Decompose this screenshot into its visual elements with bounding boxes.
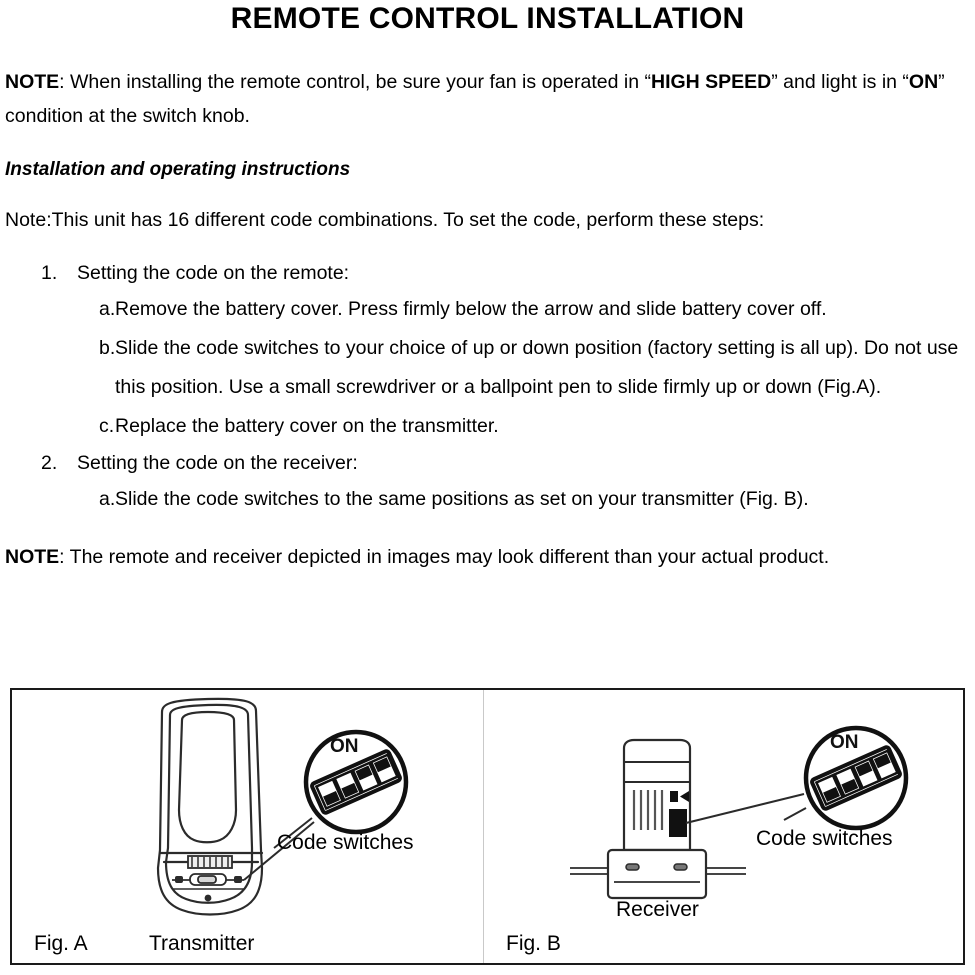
instruction-steps-list: [5, 256, 970, 519]
substep-text-2a: Slide the code switches to the same positions as set on your transmitter (Fig. B).: [115, 487, 809, 510]
figure-a-tag: Fig. A: [34, 932, 88, 955]
substep-letter-1a: a.: [99, 297, 116, 320]
code-combinations-note: Note:This unit has 16 different code combinations. To set the code, perform these steps:: [5, 209, 765, 231]
magnifier-on-label-a: ON: [330, 736, 359, 757]
magnifier-on-label-b: ON: [830, 732, 859, 753]
figure-b: [484, 690, 967, 963]
note-top-emphasis-high-speed: HIGH SPEED: [650, 71, 772, 93]
substep-letter-2a: a.: [99, 487, 116, 510]
step-item-2: [5, 446, 970, 519]
note-top-text-2: ” and light is in “: [771, 71, 909, 93]
page-title: REMOTE CONTROL INSTALLATION: [230, 2, 745, 35]
note-bottom-paragraph: [5, 541, 970, 573]
substep-item-2a: [77, 480, 970, 519]
step-number-1: 1.: [41, 261, 58, 284]
note-top-paragraph: [5, 65, 970, 133]
step-number-2: 2.: [41, 451, 58, 474]
figure-a: [12, 690, 483, 963]
step-item-1: [5, 256, 970, 446]
figure-b-tag: Fig. B: [506, 932, 561, 955]
note-top-label: NOTE: [5, 71, 60, 93]
note-top-text-3: ” condition at the switch knob.: [5, 71, 945, 127]
substep-text-1b: Slide the code switches to your choice of up or down position (factory setting is all up). Do not use this position. Use a small screwdriver or a ballpoint pen to slide firmly up or down (Fig.A).: [115, 336, 959, 398]
substep-item-1a: [77, 290, 970, 329]
transmitter-illustration: [12, 690, 483, 963]
section-subheading: Installation and operating instructions: [5, 159, 351, 180]
note-bottom-label: NOTE: [5, 545, 60, 568]
substeps-list-2: [77, 480, 970, 519]
substep-text-1a: Remove the battery cover. Press firmly below the arrow and slide battery cover off.: [115, 297, 827, 320]
note-top-text-1: : When installing the remote control, be sure your fan is operated in “: [59, 71, 651, 93]
substep-letter-1c: c.: [99, 414, 115, 437]
note-top-emphasis-on: ON: [908, 71, 939, 93]
substep-letter-1b: b.: [99, 336, 116, 359]
substep-item-1c: [77, 407, 970, 446]
figure-b-device-caption: Receiver: [616, 898, 699, 921]
substep-item-1b: [77, 329, 970, 407]
note-bottom-text: : The remote and receiver depicted in images may look different than your actual product.: [59, 545, 830, 568]
substep-text-1c: Replace the battery cover on the transmitter.: [115, 414, 499, 437]
figure-a-device-caption: Transmitter: [149, 932, 255, 955]
step-text-2: Setting the code on the receiver:: [77, 451, 358, 474]
figure-a-codeswitch-caption: Code switches: [277, 831, 414, 854]
substeps-list-1: [77, 290, 970, 446]
figure-panel: [10, 688, 965, 965]
receiver-illustration: [484, 690, 967, 963]
step-text-1: Setting the code on the remote:: [77, 261, 350, 284]
figure-b-codeswitch-caption: Code switches: [756, 827, 893, 850]
